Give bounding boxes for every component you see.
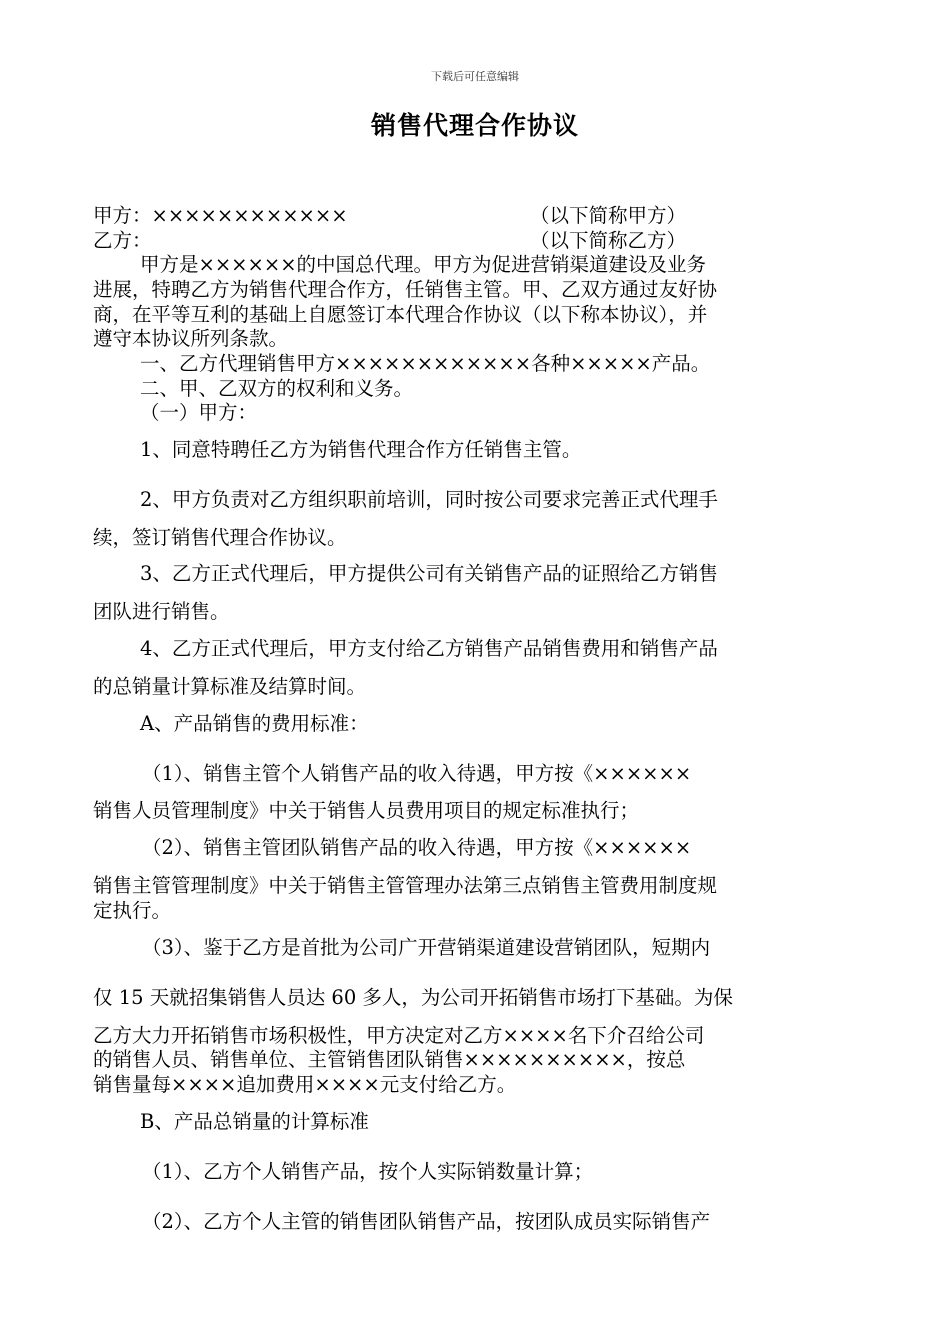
- party-b-label: 乙方：: [93, 229, 152, 252]
- party-a-note: （以下简称甲方）: [530, 204, 687, 227]
- party-a-label: 甲方：××××××××××××: [93, 204, 348, 227]
- paragraph-line: （3）、鉴于乙方是首批为公司广开营销渠道建设营销团队，短期内: [142, 936, 711, 959]
- paragraph-line: 定执行。: [93, 899, 172, 922]
- paragraph-line: （2）、乙方个人主管的销售团队销售产品，按团队成员实际销售产: [142, 1210, 711, 1233]
- paragraph-line: （2）、销售主管团队销售产品的收入待遇，甲方按《××××××: [142, 836, 692, 859]
- paragraph-line: 4、乙方正式代理后，甲方支付给乙方销售产品销售费用和销售产品: [140, 637, 718, 660]
- page-header-note: 下载后可任意编辑: [431, 70, 519, 83]
- sub-heading: A、产品销售的费用标准：: [140, 712, 369, 735]
- paragraph-line: 销售人员管理制度》中关于销售人员费用项目的规定标准执行；: [93, 799, 640, 822]
- clause-heading: 一、乙方代理销售甲方××××××××××××各种×××××产品。: [140, 352, 711, 375]
- paragraph-line: （1）、乙方个人销售产品，按个人实际销数量计算；: [142, 1160, 594, 1183]
- paragraph-line: 团队进行销售。: [93, 600, 230, 623]
- paragraph-line: 仅 15 天就招集销售人员达 60 多人，为公司开拓销售市场打下基础。为保: [93, 986, 733, 1009]
- paragraph-line: 续，签订销售代理合作协议。: [93, 526, 347, 549]
- clause-heading: 二、甲、乙双方的权利和义务。: [140, 377, 414, 400]
- paragraph-line: 商，在平等互利的基础上自愿签订本代理合作协议（以下称本协议），并: [93, 303, 708, 326]
- paragraph-line: 甲方是××××××的中国总代理。甲方为促进营销渠道建设及业务: [140, 253, 707, 276]
- paragraph-line: 进展，特聘乙方为销售代理合作方，任销售主管。甲、乙双方通过友好协: [93, 278, 718, 301]
- paragraph-line: 的总销量计算标准及结算时间。: [93, 675, 367, 698]
- paragraph-line: 的销售人员、销售单位、主管销售团队销售××××××××××，按总: [93, 1048, 686, 1071]
- party-b-note: （以下简称乙方）: [530, 229, 687, 252]
- sub-heading: B、产品总销量的计算标准: [140, 1110, 369, 1133]
- document-title: 销售代理合作协议: [370, 111, 579, 140]
- paragraph-line: 3、乙方正式代理后，甲方提供公司有关销售产品的证照给乙方销售: [140, 562, 718, 585]
- paragraph-line: 销售量每××××追加费用××××元支付给乙方。: [93, 1073, 517, 1096]
- paragraph-line: 1、同意特聘任乙方为销售代理合作方任销售主管。: [140, 438, 582, 461]
- paragraph-line: 2、甲方负责对乙方组织职前培训，同时按公司要求完善正式代理手: [140, 488, 718, 511]
- paragraph-line: 乙方大力开拓销售市场积极性，甲方决定对乙方××××名下介召给公司: [93, 1024, 705, 1047]
- paragraph-line: 遵守本协议所列条款。: [93, 327, 289, 350]
- party-a-line: [93, 200, 348, 228]
- paragraph-line: 销售主管管理制度》中关于销售主管管理办法第三点销售主管费用制度规: [93, 874, 718, 897]
- paragraph-line: （1）、销售主管个人销售产品的收入待遇，甲方按《××××××: [142, 762, 692, 785]
- sub-heading: （一）甲方：: [140, 401, 258, 424]
